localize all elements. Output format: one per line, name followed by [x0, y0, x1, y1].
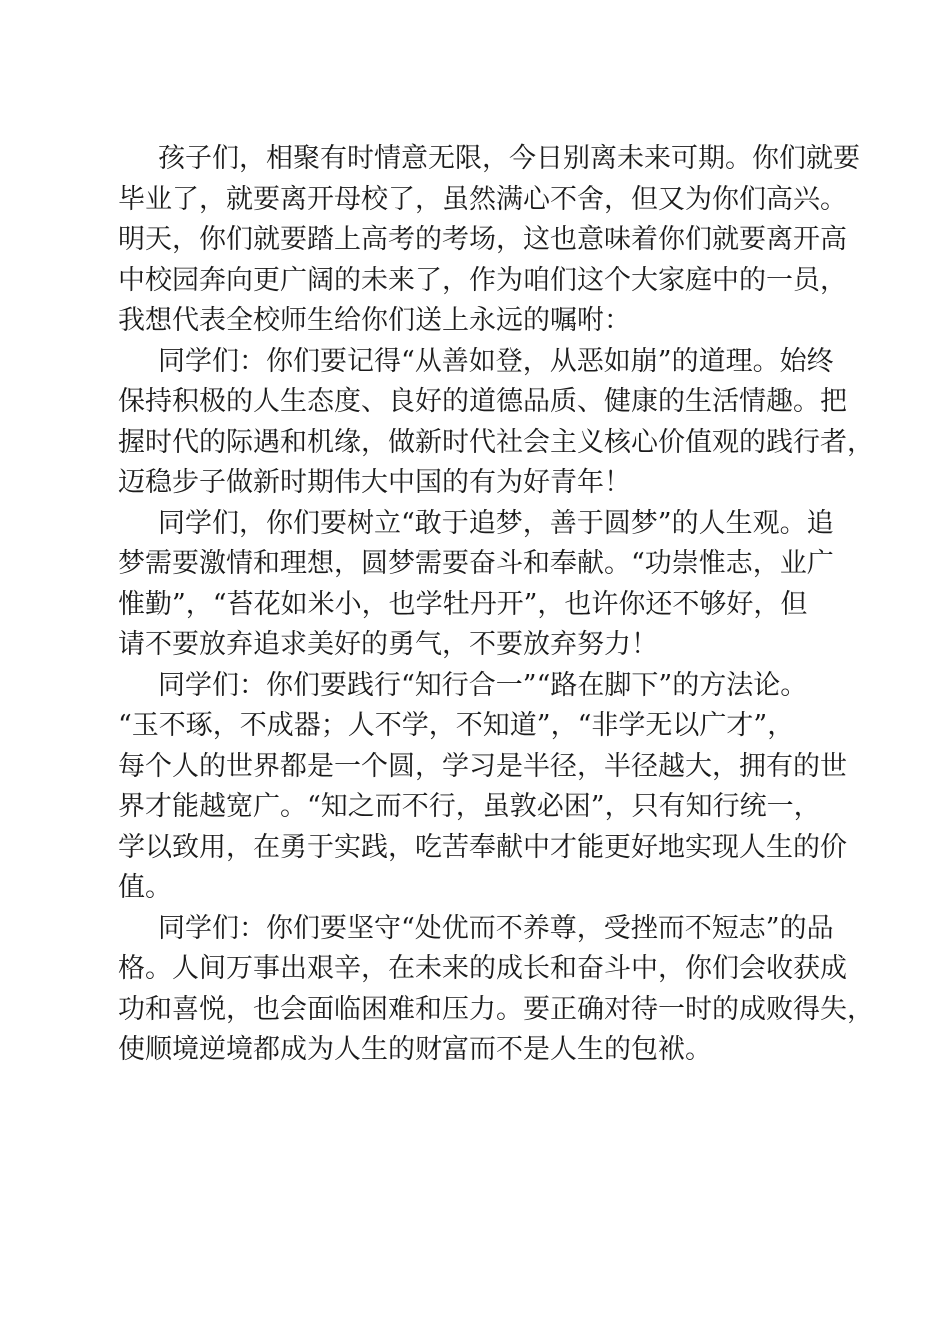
text-line: 使顺境逆境都成为人生的财富而不是人生的包袱。	[118, 1034, 712, 1065]
text-line: 中校园奔向更广阔的未来了，作为咱们这个大家庭中的一员，	[118, 264, 847, 296]
text-line: 界才能越宽广。“知之而不行，虽敦必困”，只有知行统一，	[118, 791, 821, 822]
text-line: 孩子们，相聚有时情意无限，今日别离未来可期。你们就要	[158, 143, 860, 174]
text-line: 同学们：你们要记得“从善如登，从恶如崩”的道理。始终	[158, 345, 834, 377]
text-line: 每个人的世界都是一个圆，学习是半径，半径越大，拥有的世	[118, 750, 847, 782]
text-line: 值。	[118, 872, 172, 903]
text-line: 请不要放弃追求美好的勇气，不要放弃努力！	[118, 629, 658, 660]
text-line: 格。人间万事出艰辛，在未来的成长和奋斗中，你们会收获成	[118, 953, 847, 984]
text-line: 我想代表全校师生给你们送上永远的嘱咐：	[118, 305, 631, 336]
paragraph-practice	[118, 666, 847, 909]
text-line: 握时代的际遇和机缘，做新时代社会主义核心价值观的践行者，	[118, 426, 874, 458]
paragraph-dream	[118, 504, 838, 666]
text-line: 保持积极的人生态度、良好的道德品质、健康的生活情趣。把	[118, 386, 847, 417]
document-body	[118, 139, 874, 1071]
text-line: 学以致用，在勇于实践，吃苦奉献中才能更好地实现人生的价	[118, 831, 847, 863]
text-line: 明天，你们就要踏上高考的考场，这也意味着你们就要离开高	[118, 224, 847, 255]
text-line: 同学们，你们要树立“敢于追梦，善于圆梦”的人生观。追	[158, 507, 834, 539]
text-line: “玉不琢，不成器；人不学，不知道”，“非学无以广才”，	[118, 710, 795, 741]
paragraph-virtue	[118, 342, 874, 504]
text-line: 迈稳步子做新时期伟大中国的有为好青年！	[118, 467, 631, 498]
paragraph-character	[118, 909, 874, 1071]
text-line: 功和喜悦，也会面临困难和压力。要正确对待一时的成败得失，	[118, 993, 874, 1025]
text-line: 惟勤”，“苔花如米小，也学牡丹开”，也许你还不够好，但	[118, 588, 808, 620]
text-line: 梦需要激情和理想，圆梦需要奋斗和奉献。“功崇惟志，业广	[118, 548, 834, 579]
text-line: 毕业了，就要离开母校了，虽然满心不舍，但又为你们高兴。	[118, 183, 847, 215]
text-line: 同学们：你们要坚守“处优而不养尊，受挫而不短志”的品	[158, 912, 834, 944]
paragraph-intro	[118, 139, 860, 342]
text-line: 同学们：你们要践行“知行合一”“路在脚下”的方法论。	[158, 669, 808, 701]
